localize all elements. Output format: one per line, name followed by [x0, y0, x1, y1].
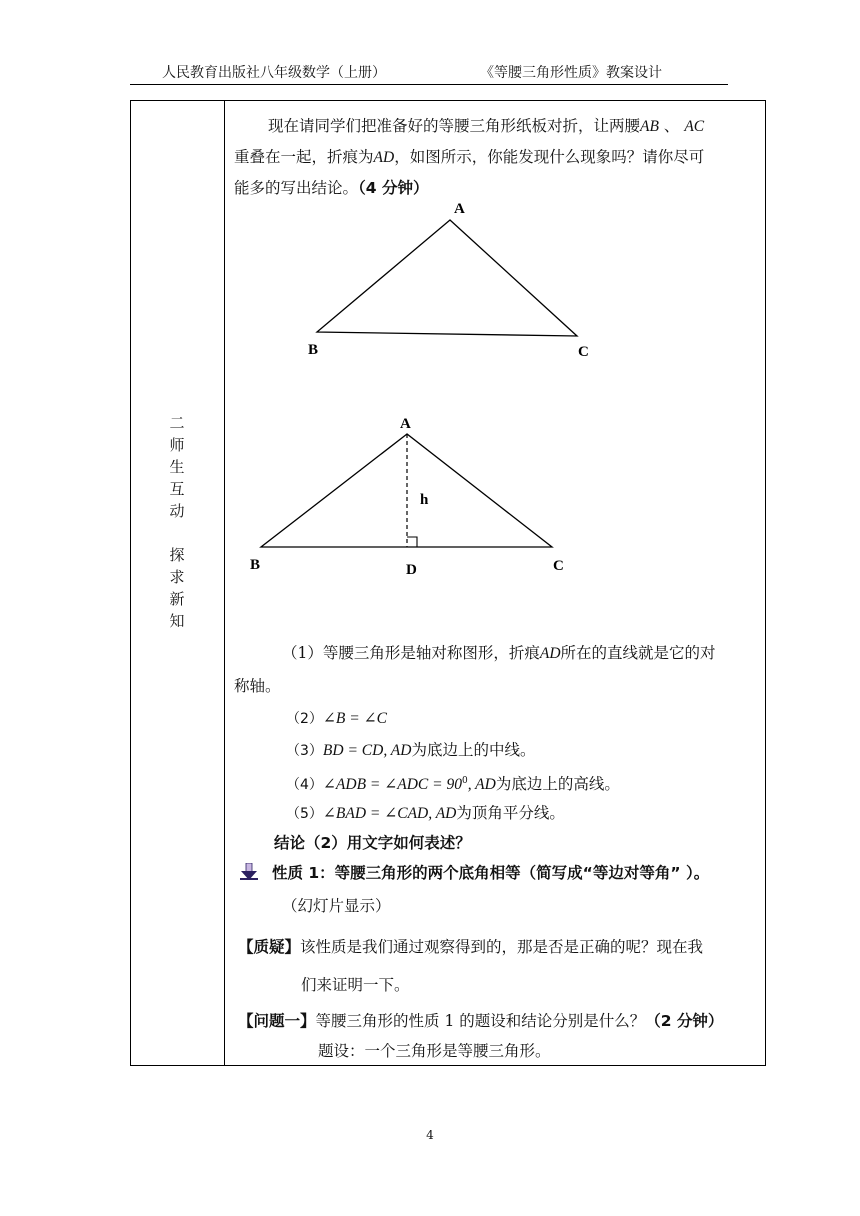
- vertex-label-c: C: [553, 558, 564, 574]
- vertex-label-a: A: [400, 416, 411, 432]
- doubt-line-1: 【质疑】该性质是我们通过观察得到的，那是否是正确的呢？现在我: [238, 938, 704, 956]
- vertex-label-b: B: [250, 557, 261, 573]
- section-char: 探: [169, 546, 185, 564]
- intro-line-1: 现在请同学们把准备好的等腰三角形纸板对折，让两腰AB 、 AC: [268, 117, 705, 135]
- figure-triangle-abc: [300, 194, 610, 364]
- header-rule: [130, 84, 728, 85]
- figure-triangle-altitude: [240, 406, 580, 586]
- header-left: 人民教育出版社八年级数学（上册）: [162, 65, 386, 81]
- header-right: 《等腰三角形性质》教案设计: [480, 65, 662, 81]
- vertex-label-a: A: [454, 201, 465, 217]
- conclusion-1-line-2: 称轴。: [234, 677, 281, 695]
- conclusion-4: （4）∠ADB = ∠ADC = $90^0$, AD为底边上的高线。: [286, 775, 620, 794]
- foot-label-d: D: [406, 562, 417, 578]
- section-char: 新: [169, 590, 185, 608]
- property-1: 性质 1：等腰三角形的两个底角相等（简写成“等边对等角” ）。: [272, 864, 710, 882]
- slide-note: （幻灯片显示）: [282, 897, 391, 915]
- section-char: 互: [169, 480, 185, 498]
- section-char: 求: [169, 568, 185, 586]
- section-char: 生: [169, 458, 185, 476]
- section-char: 动: [169, 502, 185, 520]
- doubt-line-2: 们来证明一下。: [301, 976, 410, 994]
- problem-1: 【问题一】等腰三角形的性质 1 的题设和结论分别是什么？（2 分钟）: [238, 1012, 724, 1030]
- section-char: 师: [169, 436, 185, 454]
- conclusion-2: （2）∠B = ∠C: [286, 710, 387, 727]
- section-label-part1: [165, 412, 189, 522]
- conclusion-3: （3）BD = CD, AD为底边上的中线。: [286, 741, 536, 759]
- conclusion-5: （5）∠BAD = ∠CAD, AD为顶角平分线。: [286, 804, 565, 822]
- vertex-label-b: B: [308, 342, 319, 358]
- conclusion-1-line-1: （1）等腰三角形是轴对称图形，折痕AD所在的直线就是它的对: [282, 644, 716, 662]
- vertex-label-c: C: [578, 344, 589, 360]
- section-char: 知: [169, 612, 185, 630]
- page-number: 4: [426, 1128, 434, 1142]
- right-angle-mark: [407, 537, 417, 547]
- altitude-label-h: h: [420, 492, 429, 508]
- question-text: 结论（2）用文字如何表述？: [274, 834, 471, 852]
- triangle-outline: [317, 220, 577, 336]
- intro-line-3: 能多的写出结论。（4 分钟）: [234, 179, 429, 197]
- section-label-part2: [165, 544, 189, 632]
- section-char: 二: [169, 414, 185, 432]
- premise: 题设：一个三角形是等腰三角形。: [318, 1042, 551, 1060]
- table-column-divider: [224, 100, 225, 1066]
- intro-line-2: 重叠在一起，折痕为AD，如图所示，你能发现什么现象吗？请你尽可: [234, 148, 705, 166]
- bullet-arrow-icon: [240, 863, 258, 881]
